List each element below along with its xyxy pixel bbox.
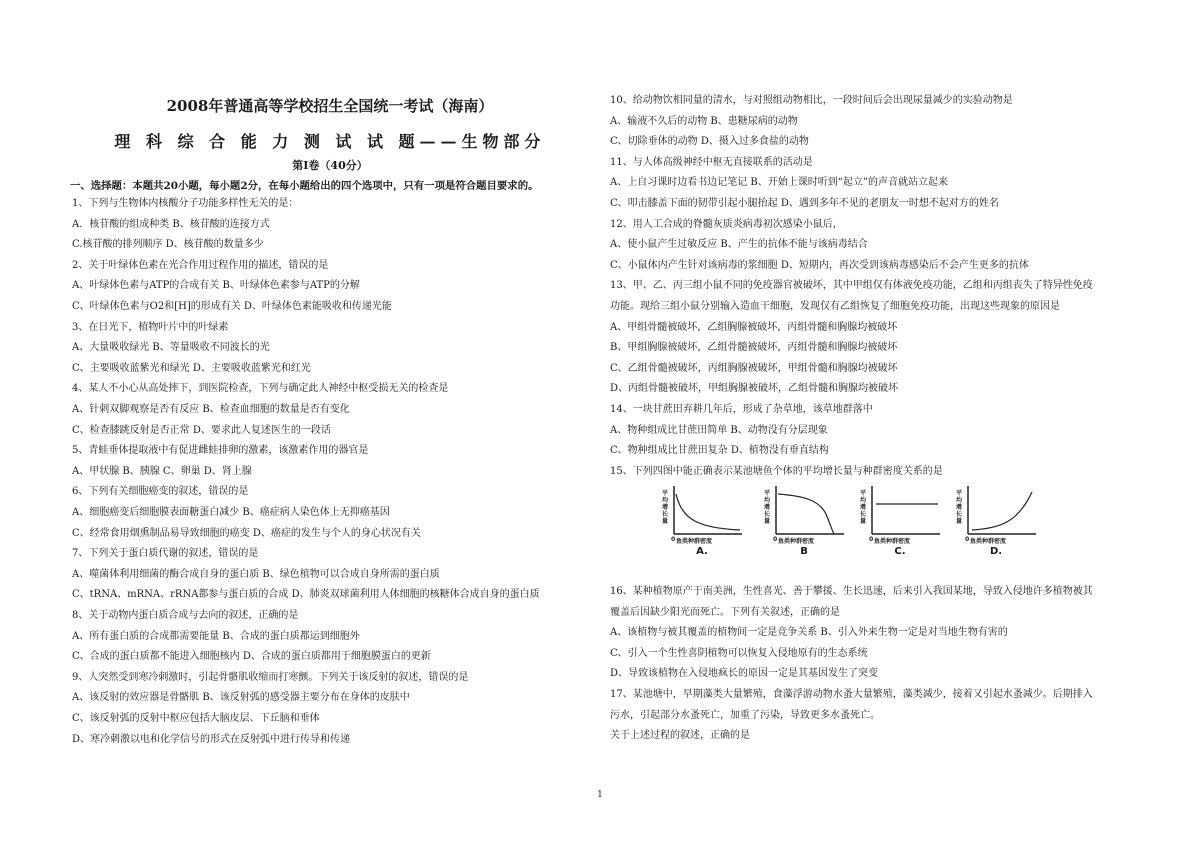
chart-a-ylabel: 平均增长量 [662,490,669,525]
chart-b-origin: 0 [773,536,778,543]
text-line: C、该反射弧的反射中枢应包括大脑皮层、下丘脑和垂体 [72,713,320,724]
chart-d [956,484,1036,556]
text-line: 16、某种植物原产于南美洲，生性喜光、善于攀援、生长迅速，后来引入我国某地，导致入侵地许多植物被其 [610,586,1093,597]
text-line: 8、关于动物内蛋白质合成与去向的叙述，正确的是 [72,610,299,621]
text-line: A、输液不久后的动物 B、患糖尿病的动物 [610,115,798,127]
chart-a-label: A. [696,546,708,557]
text-line: 3、在日光下，植物叶片中的叶绿素 [72,321,229,333]
text-line: A、该反射的效应器是骨骼肌 B、该反射弧的感受器主要分布在身体的皮肤中 [72,692,410,704]
text-line: 14、一块甘蔗田弃耕几年后，形成了杂草地，该草地群落中 [610,404,873,415]
text-line: A、甲状腺 B、胰腺 C、卵巢 D、肾上腺 [72,465,252,477]
text-line: A、细胞癌变后细胞膜表面糖蛋白减少 B、癌症病人染色体上无抑癌基因 [72,507,390,518]
chart-c-ylabel: 平均增长量 [860,490,867,525]
text-line: C.核苷酸的排列顺序 D、核苷酸的数量多少 [72,239,264,251]
chart-a-origin: 0 [671,536,676,543]
text-line: 覆盖后因缺少阳光而死亡。下列有关叙述，正确的是 [610,606,840,618]
question-15-charts [662,484,1052,556]
text-line: A．核苷酸的组成种类 B、核苷酸的连接方式 [72,218,270,230]
text-line: 9、人突然受到寒冷刺激时，引起骨骼肌收缩而打寒颤。下列关于该反射的叙述，错误的是 [72,671,469,683]
text-line: A、物种组成比甘蔗田简单 B、动物没有分层现象 [610,424,828,436]
text-line: D、丙组骨髓被破坏，甲组胸腺被破坏，乙组骨髓和胸腺均被破坏 [610,383,899,395]
text-line: 关于上述过程的叙述，正确的是 [610,730,750,742]
text-line: 13、甲、乙、丙三组小鼠不同的免疫器官被破坏，其中甲组仅有体液免疫功能，乙组和丙组丧失了特异性免疫 [610,280,1093,292]
chart-c-plot [860,484,940,544]
text-line: D、导致该植物在入侵地疯长的原因一定是其基因发生了突变 [610,668,879,680]
volume-heading: 第Ⅰ卷（40分） [292,159,368,172]
text-line: C、乙组骨髓被破坏，丙组胸腺被破坏，甲组骨髓和胸腺均被破坏 [610,362,898,374]
text-line: C、引入一个生性喜阴植物可以恢复入侵地原有的生态系统 [610,647,868,659]
text-line: 7、下列关于蛋白质代谢的叙述，错误的是 [72,548,259,560]
text-line: A、所有蛋白质的合成都需要能量 B、合成的蛋白质都运到细胞外 [72,630,360,642]
text-line: A、上自习课时边看书边记笔记 B、开始上课时听到“起立”的声音就站立起来 [610,177,948,189]
chart-a-plot [662,484,742,544]
section-instructions: 一、选择题：本题共20小题，每小题2分，在每小题给出的四个选项中，只有一项是符合题目要求的。 [70,180,539,192]
chart-a [662,484,742,556]
chart-b-plot [764,484,844,544]
chart-c-label: C. [894,546,906,557]
text-line: A、甲组骨髓被破坏，乙组胸腺被破坏，丙组骨髓和胸腺均被破坏 [610,321,898,333]
chart-c-origin: 0 [869,536,874,543]
text-line: C、经常食用烟熏制品易导致细胞的癌变 D、癌症的发生与个人的身心状况有关 [72,527,421,539]
text-line: 功能。现给三组小鼠分别输入造血干细胞，发现仅有乙组恢复了细胞免疫功能，出现这些现象的原因是 [610,301,1060,312]
chart-c-xlabel: 鱼类种群密度 [874,538,911,545]
text-line: 11、与人体高级神经中枢无直接联系的活动是 [610,156,813,168]
text-line: 4、某人不小心从高处摔下，到医院检查，下列与确定此人神经中枢受损无关的检查是 [72,383,449,395]
chart-d-xlabel: 鱼类种群密度 [970,538,1007,545]
text-line: A、大量吸收绿光 B、等量吸收不同波长的光 [72,342,270,354]
text-line: C、合成的蛋白质都不能进入细胞核内 D、合成的蛋白质都用于细胞膜蛋白的更新 [72,651,431,663]
text-line: 12、用人工合成的脊髓灰质炎病毒初次感染小鼠后， [610,218,843,230]
text-line: C、主要吸收蓝紫光和绿光 D、主要吸收蓝紫光和红光 [72,362,311,374]
text-line: 10、给动物饮相同量的清水，与对照组动物相比，一段时间后会出现尿量减少的实验动物是 [610,95,1013,106]
chart-b-label: B [800,546,808,557]
chart-b-ylabel: 平均增长量 [764,490,771,525]
text-line: A、该植物与被其覆盖的植物间一定是竞争关系 B、引入外来生物一定是对当地生物有害的 [610,627,1008,639]
page-subtitle: 理 科 综 合 能 力 测 试 试 题——生物部分 [114,132,546,151]
text-line: 污水，引起部分水蚤死亡，加重了污染，导致更多水蚤死亡。 [610,709,880,721]
chart-d-plot [956,484,1036,544]
text-line: 5、青蛙垂体提取液中有促进雌蛙排卵的激素，该激素作用的器官是 [72,445,369,457]
text-line: 6、下列有关细胞癌变的叙述，错误的是 [72,486,249,498]
text-line: C、检查膝跳反射是否正常 D、要求此人复述医生的一段话 [72,424,331,436]
text-line: C、小鼠体内产生针对该病毒的浆细胞 D、短期内，再次受到该病毒感染后不会产生更多的抗体 [610,259,1029,271]
text-line: A、使小鼠产生过敏反应 B、产生的抗体不能与该病毒结合 [610,239,868,251]
text-line: 2、关于叶绿体色素在光合作用过程作用的描述，错误的是 [72,259,329,271]
text-line: C、切除垂体的动物 D、摄入过多食盐的动物 [610,136,809,148]
text-line: D、寒冷刺激以电和化学信号的形式在反射弧中进行传导和传递 [72,733,351,745]
chart-b-xlabel: 鱼类种群密度 [778,538,815,545]
page-number: 1 [597,790,603,800]
text-line: C、叩击膝盖下面的韧带引起小腿抬起 D、遇到多年不见的老朋友一时想不起对方的姓名 [610,198,999,209]
text-line: C、tRNA、mRNA、rRNA都参与蛋白质的合成 D、肺炎双球菌利用人体细胞的核糖体合成自身的蛋白质 [72,589,540,601]
chart-d-label: D. [989,546,1003,557]
text-line: A、针刺双脚观察是否有反应 B、检查血细胞的数量是否有变化 [72,404,350,415]
chart-b [764,484,844,556]
chart-d-origin: 0 [965,536,970,543]
text-line: C、叶绿体色素与O2和[H]的形成有关 D、叶绿体色素能吸收和传递光能 [72,301,392,312]
chart-c [860,484,940,556]
text-line: B、甲组胸腺被破坏，乙组骨髓被破坏，丙组骨髓和胸腺均被破坏 [610,342,898,354]
page-title: 2008年普通高等学校招生全国统一考试（海南） [166,97,494,115]
text-line: 15、下列四图中能正确表示某池塘鱼个体的平均增长量与种群密度关系的是 [610,465,943,477]
text-line: 17、某池塘中，早期藻类大量繁殖，食藻浮游动物水蚤大量繁殖，藻类减少，接着又引起水蚤减少。后期排入 [610,689,1093,700]
chart-a-xlabel: 鱼类种群密度 [676,538,713,545]
text-line: C、物种组成比甘蔗田复杂 D、植物没有垂直结构 [610,445,829,457]
text-line: 1、下列与生物体内核酸分子功能多样性无关的是： [72,198,299,209]
text-line: A、叶绿体色素与ATP的合成有关 B、叶绿体色素参与ATP的分解 [72,280,360,292]
text-line: A、噬菌体利用细菌的酶合成自身的蛋白质 B、绿色植物可以合成自身所需的蛋白质 [72,568,440,580]
chart-d-ylabel: 平均增长量 [956,490,963,525]
